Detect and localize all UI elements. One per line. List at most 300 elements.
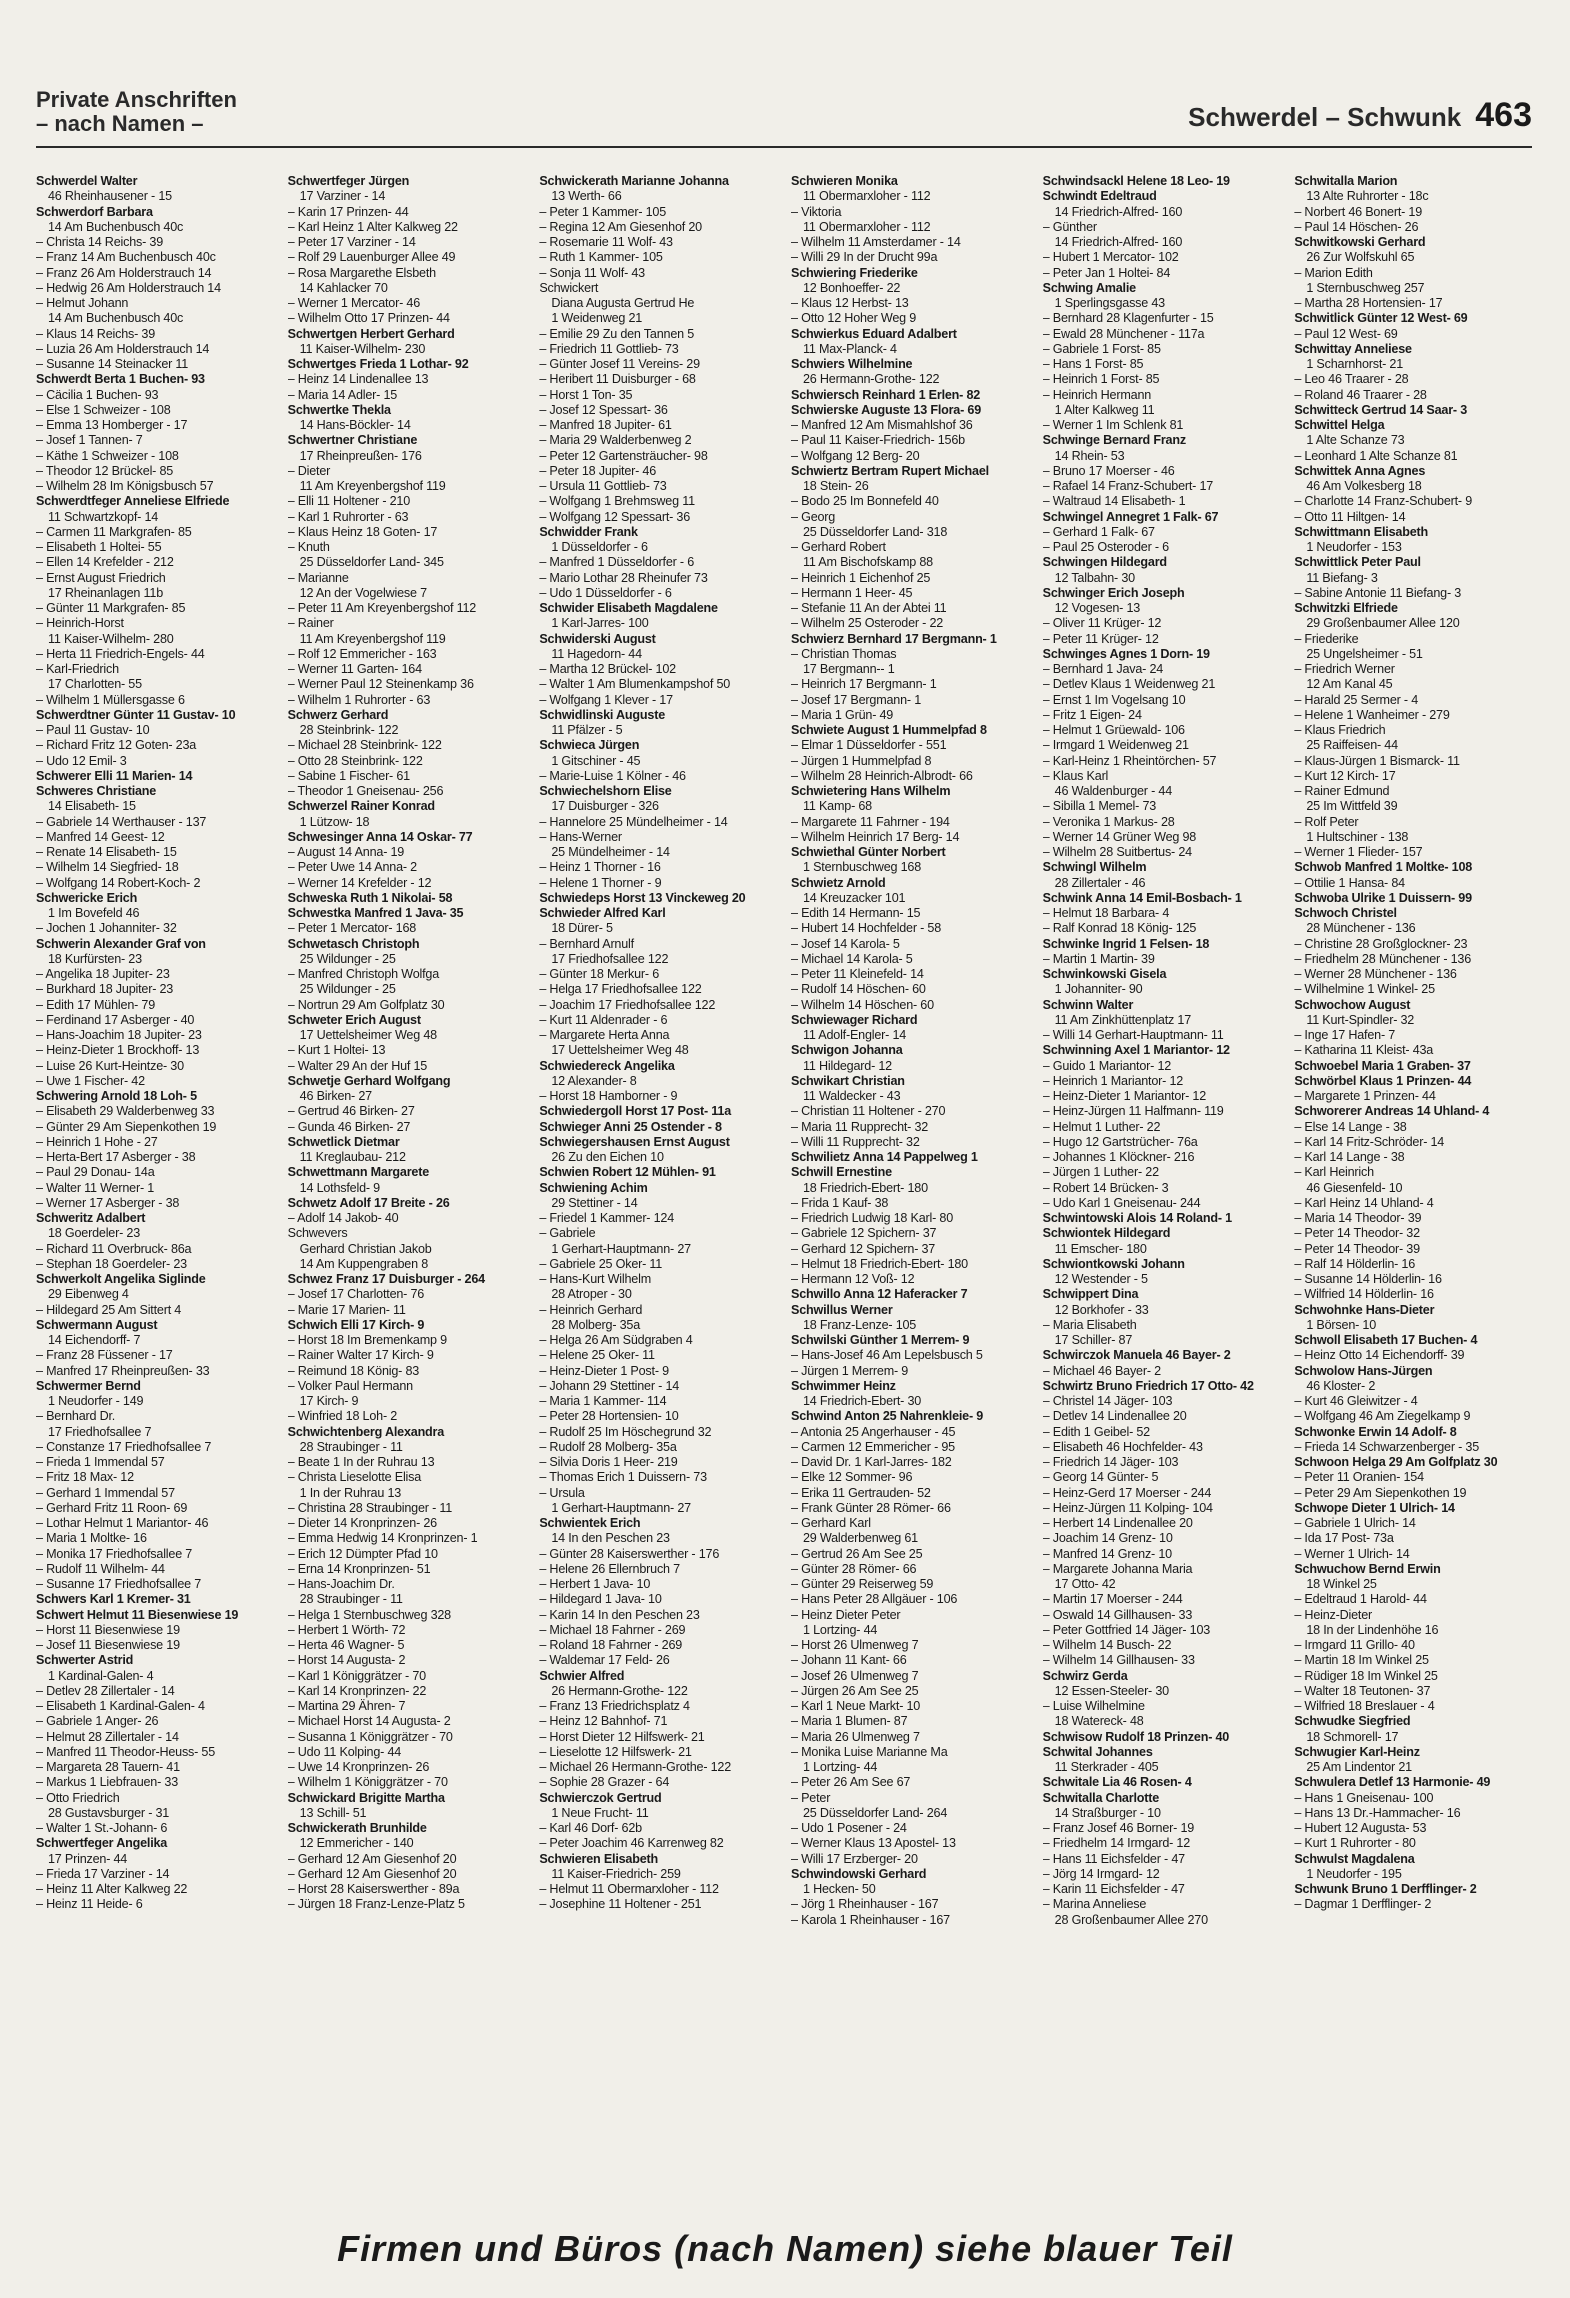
- listing-entry: – Franz Josef 46 Borner- 19: [1042, 1821, 1195, 1835]
- listing-entry: – Wolfgang 1 Klever - 17: [539, 692, 673, 707]
- listing-entry: 11 Kurt-Spindler- 32: [1306, 1012, 1415, 1027]
- listing-entry: – Wilhelm 14 Höschen- 60: [791, 997, 934, 1012]
- listing-entry: – Peter: [791, 1790, 831, 1805]
- listing-entry: Schwirczok Manuela 46 Bayer- 2: [1042, 1348, 1231, 1363]
- listing-entry: – Roland 46 Traarer - 28: [1294, 387, 1427, 402]
- listing-entry: Schwertgen Herbert Gerhard: [287, 326, 455, 341]
- listing-entry: Schwoch Christel: [1294, 906, 1397, 920]
- listing-entry: – Elisabeth 1 Holtei- 55: [36, 540, 162, 554]
- listing-entry: 1 Weidenweg 21: [551, 311, 643, 326]
- listing-entry: – Paul 11 Gustav- 10: [36, 723, 150, 737]
- listing-entry: – Hubert 14 Hochfelder - 58: [791, 921, 942, 936]
- listing-entry: Gerhard Christian Jakob: [299, 1241, 432, 1256]
- listing-entry: – Constanze 17 Friedhofsallee 7: [36, 1439, 212, 1454]
- listing-entry: – Werner 1 Ulrich- 14: [1294, 1546, 1410, 1561]
- listing-entry: – Heinz-Jürgen 11 Kolping- 104: [1042, 1500, 1213, 1515]
- listing-entry: – Detlev 28 Zillertaler - 14: [36, 1683, 175, 1698]
- listing-entry: – Jochen 1 Johanniter- 32: [36, 921, 177, 936]
- listing-entry: – Ernst 1 Im Vogelsang 10: [1042, 692, 1186, 707]
- listing-entry: – Katharina 11 Kleist- 43a: [1294, 1043, 1434, 1058]
- listing-entry: – Marion Edith: [1294, 265, 1373, 280]
- listing-entry: – Gunda 46 Birken- 27: [287, 1119, 411, 1134]
- listing-entry: – Hans-Josef 46 Am Lepelsbusch 5: [791, 1348, 983, 1363]
- listing-entry: – Maria 1 Grün- 49: [791, 707, 894, 722]
- listing-entry: – Burkhard 18 Jupiter- 23: [36, 982, 174, 997]
- listing-entry: 1 Neudorfer - 153: [1306, 540, 1402, 554]
- listing-entry: – Wilhelm 28 Im Königsbusch 57: [36, 479, 214, 493]
- listing-entry: 1 Gitschiner - 45: [551, 753, 641, 768]
- listing-entry: – Jürgen 1 Hummelpfad 8: [791, 753, 932, 768]
- listing-entry: 11 Am Bischofskamp 88: [803, 555, 933, 570]
- listing-entry: – Manfred 11 Theodor-Heuss- 55: [36, 1744, 216, 1759]
- listing-entry: Schwieca Jürgen: [539, 738, 640, 753]
- listing-entry: Diana Augusta Gertrud He: [551, 296, 695, 310]
- listing-entry: – Lothar Helmut 1 Mariantor- 46: [36, 1516, 209, 1530]
- listing-entry: – Manfred 14 Geest- 12: [36, 829, 165, 844]
- listing-entry: 25 Raiffeisen- 44: [1306, 738, 1398, 753]
- listing-entry: – Ottilie 1 Hansa- 84: [1294, 875, 1405, 890]
- listing-entry: – Else 1 Schweizer - 108: [36, 402, 171, 417]
- listing-entry: – Helmut 28 Zillertaler - 14: [36, 1729, 179, 1744]
- listing-entry: Schwill Ernestine: [791, 1165, 892, 1180]
- listing-entry: 11 Emscher- 180: [1054, 1241, 1147, 1256]
- listing-entry: – Helene 1 Wanheimer - 279: [1294, 707, 1450, 722]
- listing-entry: – Johannes 1 Klöckner- 216: [1042, 1150, 1195, 1164]
- listing-entry: – Karola 1 Rheinhauser - 167: [791, 1912, 950, 1927]
- listing-entry: – Rolf 29 Lauenburger Allee 49: [287, 250, 456, 265]
- listing-entry: 17 Rheinpreußen- 176: [299, 448, 422, 463]
- listing-entry: – Hans 1 Forst- 85: [1042, 357, 1144, 371]
- listing-entry: Schwieren Elisabeth: [539, 1851, 659, 1866]
- listing-entry: 26 Hermann-Grothe- 122: [551, 1683, 688, 1698]
- listing-entry: – Peter 14 Theodor- 32: [1294, 1226, 1420, 1241]
- listing-entry: 18 Watereck- 48: [1054, 1714, 1144, 1729]
- listing-entry: – Detlev Klaus 1 Weidenweg 21: [1042, 677, 1216, 692]
- listing-entry: – Charlotte 14 Franz-Schubert- 9: [1294, 494, 1473, 509]
- listing-entry: – Friedrich Ludwig 18 Karl- 80: [791, 1211, 953, 1225]
- listing-entry: Schwörbel Klaus 1 Prinzen- 44: [1294, 1073, 1472, 1088]
- listing-entry: – Wilhelm Otto 17 Prinzen- 44: [287, 311, 450, 326]
- listing-entry: – Gabriele 1 Forst- 85: [1042, 341, 1161, 356]
- listing-entry: – Klaus 14 Reichs- 39: [36, 326, 156, 341]
- listing-entry: 28 Molberg- 35a: [551, 1317, 641, 1332]
- listing-entry: Schwitale Lia 46 Rosen- 4: [1042, 1775, 1192, 1790]
- listing-entry: – Peter Gottfried 14 Jäger- 103: [1042, 1622, 1211, 1637]
- listing-entry: – Christian Thomas: [791, 646, 897, 661]
- listing-entry: – Friedrich 14 Jäger- 103: [1042, 1455, 1179, 1469]
- listing-entry: Schwoebel Maria 1 Graben- 37: [1294, 1058, 1471, 1073]
- listing-entry: 11 Sterkrader - 405: [1054, 1760, 1159, 1774]
- listing-entry: 1 Hultschiner - 138: [1306, 829, 1409, 844]
- listing-entry: Schwindt Edeltraud: [1042, 189, 1157, 204]
- listing-entry: – Guido 1 Mariantor- 12: [1042, 1058, 1172, 1073]
- listing-entry: – Dagmar 1 Derfflinger- 2: [1294, 1897, 1432, 1912]
- listing-entry: – Michael 46 Bayer- 2: [1042, 1363, 1161, 1378]
- listing-entry: 11 Max-Planck- 4: [803, 341, 897, 356]
- listing-entry: Schwinning Axel 1 Mariantor- 12: [1042, 1043, 1230, 1058]
- listing-entry: – Otto 12 Hoher Weg 9: [791, 311, 917, 326]
- listing-entry: – Karl 14 Lange - 38: [1294, 1150, 1405, 1164]
- listing-entry: Schwerkolt Angelika Siglinde: [36, 1272, 206, 1286]
- listing-entry: – Markus 1 Liebfrauen- 33: [36, 1775, 179, 1790]
- listing-entry: – Peter 12 Gartensträucher- 98: [539, 448, 708, 463]
- listing-entry: Schwickerath Brunhilde: [287, 1821, 427, 1835]
- listing-entry: Schwien Robert 12 Mühlen- 91: [539, 1165, 716, 1180]
- listing-entry: Schwerdorf Barbara: [36, 204, 153, 219]
- listing-entry: – Willi 17 Erzberger- 20: [791, 1851, 918, 1866]
- listing-entry: Schwericke Erich: [36, 890, 138, 905]
- listing-entry: – Horst 14 Augusta- 2: [287, 1653, 406, 1668]
- listing-entry: Schwob Manfred 1 Moltke- 108: [1294, 860, 1473, 875]
- listing-entry: – Peter 11 Am Kreyenbergshof 112: [287, 601, 477, 615]
- listing-entry: – Ursula 11 Gottlieb- 73: [539, 479, 667, 493]
- listing-entry: – Helga 1 Sternbuschweg 328: [287, 1607, 451, 1622]
- listing-entry: – Heinrich Hermann: [1042, 387, 1152, 402]
- listing-entry: – Karl 14 Kronprinzen- 22: [287, 1683, 427, 1698]
- listing-entry: 25 Im Wittfeld 39: [1306, 799, 1398, 814]
- listing-entry: – Helene 25 Oker- 11: [539, 1348, 655, 1363]
- listing-entry: 14 Hans-Böckler- 14: [299, 418, 411, 432]
- listing-entry: – Josef 26 Ulmenweg 7: [791, 1668, 919, 1683]
- listing-entry: Schwetasch Christoph: [287, 936, 420, 951]
- listing-entry: – Karl 1 Ruhrorter - 63: [287, 509, 409, 524]
- listing-entry: – Erich 12 Dümpter Pfad 10: [287, 1546, 438, 1561]
- listing-entry: 17 Duisburger - 326: [551, 799, 659, 814]
- listing-entry: – Wilhelm 14 Siegfried- 18: [36, 860, 179, 875]
- listing-entry: – Peter 29 Am Siepenkothen 19: [1294, 1485, 1467, 1500]
- listing-entry: – Jörg 1 Rheinhauser - 167: [791, 1897, 939, 1912]
- listing-entry: – Heinrich 1 Hohe - 27: [36, 1134, 158, 1149]
- listing-entry: Schwickert: [539, 280, 599, 295]
- name-range: Schwerdel – Schwunk: [1188, 102, 1462, 132]
- listing-entry: 11 Am Kreyenbergshof 119: [299, 479, 446, 493]
- listing-entry: – Heinz-Gerd 17 Moerser - 244: [1042, 1485, 1212, 1500]
- listing-entry: – Margareta 28 Tauern- 41: [36, 1760, 180, 1774]
- listing-entry: – Regina 12 Am Giesenhof 20: [539, 219, 702, 234]
- listing-entry: Schwuchow Bernd Erwin: [1294, 1561, 1441, 1576]
- listing-entry: Schwertke Thekla: [287, 402, 391, 417]
- listing-entry: Schwintowski Alois 14 Roland- 1: [1042, 1211, 1232, 1225]
- listing-entry: 11 Waldecker - 43: [803, 1089, 901, 1103]
- listing-entry: 14 Am Buchenbusch 40c: [48, 219, 184, 234]
- listing-entry: – Winfried 18 Loh- 2: [287, 1409, 398, 1424]
- listing-entry: – Luzia 26 Am Holderstrauch 14: [36, 341, 210, 356]
- listing-entry: 25 Mündelheimer - 14: [551, 845, 670, 859]
- listing-entry: – Wilhelm 1 Müllersgasse 6: [36, 692, 185, 707]
- listing-entry: Schwinger Erich Joseph: [1042, 585, 1185, 600]
- listing-entry: – Frank Günter 28 Römer- 66: [791, 1500, 951, 1515]
- listing-entry: Schwisow Rudolf 18 Prinzen- 40: [1042, 1729, 1230, 1744]
- listing-entry: – Hans-Werner: [539, 829, 622, 844]
- listing-entry: – Gerhard Karl: [791, 1516, 871, 1530]
- listing-entry: – Detlev 14 Lindenallee 20: [1042, 1409, 1187, 1424]
- listing-entry: – Elmar 1 Düsseldorfer - 551: [791, 738, 947, 753]
- listing-entry: 12 An der Vogelwiese 7: [299, 585, 427, 600]
- listing-entry: – Michael Horst 14 Augusta- 2: [287, 1714, 451, 1729]
- listing-entry: – Karl-Friedrich: [36, 662, 119, 676]
- listing-entry: – Frieda 14 Schwarzenberger - 35: [1294, 1439, 1480, 1454]
- listing-entry: – Inge 17 Hafen- 7: [1294, 1028, 1396, 1042]
- listing-entry: – Theodor 12 Brückel- 85: [36, 463, 174, 478]
- listing-entry: – Gabriele: [539, 1226, 596, 1241]
- listing-entry: – Monika Luise Marianne Ma: [791, 1744, 948, 1759]
- listing-entry: – Otto 28 Steinbrink- 122: [287, 753, 423, 768]
- listing-entry: – Ida 17 Post- 73a: [1294, 1531, 1394, 1546]
- listing-entry: – Bernhard Arnulf: [539, 936, 634, 951]
- listing-entry: – Manfred 1 Düsseldorfer - 6: [539, 555, 695, 570]
- listing-entry: Schwers Karl 1 Kremer- 31: [36, 1592, 191, 1607]
- listing-entry: – Wilhelm 1 Ruhrorter - 63: [287, 692, 431, 707]
- listing-entry: Schweska Ruth 1 Nikolai- 58: [287, 890, 453, 905]
- listing-entry: – Udo 12 Emil- 3: [36, 753, 127, 768]
- listing-entry: – Werner 1 Im Schlenk 81: [1042, 418, 1184, 432]
- listing-entry: – Günter 29 Am Siepenkothen 19: [36, 1119, 217, 1134]
- listing-entry: 46 Rheinhausener - 15: [48, 189, 172, 204]
- listing-entry: – Sibilla 1 Memel- 73: [1042, 799, 1157, 814]
- listing-entry: Schwilski Günther 1 Merrem- 9: [791, 1333, 970, 1347]
- listing-entry: – Maria 1 Moltke- 16: [36, 1531, 147, 1546]
- listing-entry: 1 Scharnhorst- 21: [1306, 357, 1404, 371]
- listing-entry: Schwierz Bernhard 17 Bergmann- 1: [791, 631, 997, 646]
- listing-entry: 29 Stettiner - 14: [551, 1195, 638, 1210]
- listing-entry: 12 Westender - 5: [1054, 1272, 1148, 1286]
- listing-entry: – Antonia 25 Angerhauser - 45: [791, 1424, 956, 1439]
- listing-entry: – Hermann 1 Heer- 45: [791, 585, 913, 600]
- listing-entry: – Michael 14 Karola- 5: [791, 951, 913, 966]
- listing-entry: – Michael 28 Steinbrink- 122: [287, 738, 442, 753]
- listing-entry: 1 Sternbuschweg 168: [803, 860, 922, 875]
- listing-entry: – Otto 11 Hiltgen- 14: [1294, 509, 1406, 524]
- listing-entry: 18 Franz-Lenze- 105: [803, 1317, 917, 1332]
- listing-entry: – Marina Anneliese: [1042, 1897, 1147, 1912]
- listing-entry: 11 Kamp- 68: [803, 799, 872, 814]
- listing-entry: Schwillus Werner: [791, 1302, 893, 1317]
- listing-entry: 26 Hermann-Grothe- 122: [803, 372, 940, 387]
- listing-entry: 46 Giesenfeld- 10: [1306, 1180, 1403, 1195]
- listing-entry: – Peter 11 Kleinefeld- 14: [791, 967, 924, 981]
- listing-entry: – Fritz 18 Max- 12: [36, 1470, 134, 1485]
- listing-entry: 46 Am Volkesberg 18: [1306, 479, 1422, 493]
- listing-entry: – Marie 17 Marien- 11: [287, 1302, 406, 1317]
- listing-entry: Schwitteck Gertrud 14 Saar- 3: [1294, 402, 1468, 417]
- listing-entry: 1 In der Ruhrau 13: [299, 1485, 402, 1500]
- listing-entry: Schwert Helmut 11 Biesenwiese 19: [36, 1607, 239, 1622]
- listing-entry: – Michael 18 Fahrner - 269: [539, 1622, 686, 1637]
- listing-entry: – Herbert 14 Lindenallee 20: [1042, 1516, 1193, 1530]
- listing-entry: 18 Goerdeler- 23: [48, 1226, 141, 1241]
- listing-entry: – Gabriele 14 Werthauser - 137: [36, 814, 207, 829]
- listing-entry: – Herta 11 Friedrich-Engels- 44: [36, 646, 205, 661]
- listing-entry: – Helene 26 Ellernbruch 7: [539, 1561, 680, 1576]
- listing-entry: – Gerhard 12 Am Giesenhof 20: [287, 1851, 457, 1866]
- listing-entry: – Werner 1 Flieder- 157: [1294, 845, 1423, 859]
- listing-entry: – Peter 1 Mercator- 168: [287, 921, 417, 936]
- listing-entry: 14 Kahlacker 70: [299, 280, 388, 295]
- listing-entry: – Adolf 14 Jakob- 40: [287, 1211, 399, 1225]
- listing-entry: – Paul 12 West- 69: [1294, 326, 1398, 341]
- listing-entry: – Christina 28 Straubinger - 11: [287, 1500, 453, 1515]
- listing-entry: – Rolf 12 Emmericher - 163: [287, 646, 437, 661]
- listing-entry: – Friedel 1 Kammer- 124: [539, 1211, 675, 1225]
- listing-entry: – Paul 25 Osteroder - 6: [1042, 540, 1169, 554]
- listing-entry: – Richard 11 Overbruck- 86a: [36, 1241, 192, 1256]
- listing-entry: Schwittel Helga: [1294, 418, 1385, 432]
- listing-entry: Schwerdel Walter: [36, 174, 138, 188]
- listing-entry: 17 Charlotten- 55: [48, 677, 142, 692]
- listing-entry: – Erna 14 Kronprinzen- 51: [287, 1561, 431, 1576]
- listing-entry: – Walter 1 Am Blumenkampshof 50: [539, 677, 731, 692]
- listing-entry: Schwink Anna 14 Emil-Bosbach- 1: [1042, 890, 1242, 905]
- listing-entry: – Jörg 14 Irmgard- 12: [1042, 1866, 1160, 1881]
- listing-entry: Schwierske Auguste 13 Flora- 69: [791, 402, 982, 417]
- listing-entry: 1 Hecken- 50: [803, 1882, 876, 1896]
- listing-entry: – Helmut 18 Barbara- 4: [1042, 906, 1170, 920]
- listing-entry: Schwittay Anneliese: [1294, 341, 1412, 356]
- listing-entry: – Emilie 29 Zu den Tannen 5: [539, 326, 695, 341]
- listing-entry: – Ferdinand 17 Asberger - 40: [36, 1012, 195, 1027]
- listing-entry: – Wolfgang 12 Berg- 20: [791, 448, 920, 463]
- listing-entry: – Rainer Edmund: [1294, 784, 1390, 798]
- listing-entry: – Gerhard Fritz 11 Roon- 69: [36, 1500, 188, 1515]
- listing-entry: 11 Obermarxloher - 112: [803, 219, 931, 234]
- listing-entry: – Karl 1 Königgrätzer - 70: [287, 1668, 426, 1683]
- listing-entry: – Hans-Joachim Dr.: [287, 1577, 395, 1591]
- listing-entry: 12 Essen-Steeler- 30: [1054, 1683, 1169, 1698]
- listing-entry: 11 Kaiser-Friedrich- 259: [551, 1866, 681, 1881]
- listing-entry: – Manfred 18 Jupiter- 61: [539, 418, 672, 432]
- listing-entry: Schwirz Gerda: [1042, 1668, 1128, 1683]
- listing-entry: – Edeltraud 1 Harold- 44: [1294, 1592, 1427, 1607]
- listing-entry: – Lieselotte 12 Hilfswerk- 21: [539, 1744, 692, 1759]
- listing-entry: – Emma Hedwig 14 Kronprinzen- 1: [287, 1531, 478, 1546]
- listing-entry: – Martin 18 Im Winkel 25: [1294, 1653, 1429, 1668]
- listing-entry: 18 Kurfürsten- 23: [48, 951, 142, 966]
- listing-entry: – Heinrich 1 Forst- 85: [1042, 372, 1160, 387]
- listing-entry: – Fritz 1 Eigen- 24: [1042, 707, 1142, 722]
- listing-entry: – Friederike: [1294, 631, 1359, 646]
- listing-entry: – Werner 1 Mercator- 46: [287, 296, 421, 310]
- listing-entry: Schwulera Detlef 13 Harmonie- 49: [1294, 1775, 1491, 1790]
- listing-entry: Schwimmer Heinz: [791, 1378, 896, 1393]
- listing-entry: – Heinz-Dieter 1 Mariantor- 12: [1042, 1089, 1207, 1103]
- listing-entry: – Ernst August Friedrich: [36, 570, 166, 585]
- listing-entry: – Georg 14 Günter- 5: [1042, 1470, 1159, 1485]
- listing-entry: 17 Prinzen- 44: [48, 1851, 128, 1866]
- listing-entry: 18 Winkel 25: [1306, 1577, 1377, 1591]
- listing-entry: – Klaus Friedrich: [1294, 723, 1386, 737]
- listing-entry: – Wilfried 18 Breslauer - 4: [1294, 1699, 1435, 1713]
- listing-entry: Schwickard Brigitte Martha: [287, 1790, 445, 1805]
- listing-entry: – Jürgen 26 Am See 25: [791, 1683, 919, 1698]
- listing-entry: – Heinz 12 Bahnhof- 71: [539, 1714, 668, 1729]
- listing-entry: – Friedhelm 28 Münchener - 136: [1294, 951, 1472, 966]
- listing-entry: – Josef 14 Karola- 5: [791, 936, 900, 951]
- listing-entry: – Heinz-Dieter 1 Brockhoff- 13: [36, 1043, 200, 1058]
- listing-entry: 1 Im Bovefeld 46: [48, 906, 140, 920]
- listing-entry: – Robert 14 Brücken- 3: [1042, 1180, 1169, 1195]
- listing-entry: – Josef 12 Spessart- 36: [539, 402, 668, 417]
- listing-entry: – Wilhelm 28 Heinrich-Albrodt- 66: [791, 768, 973, 783]
- listing-entry: – Friedrich 11 Gottlieb- 73: [539, 341, 679, 356]
- listing-entry: – Helmut 18 Friedrich-Ebert- 180: [791, 1256, 968, 1271]
- listing-entry: – Gerhard Robert: [791, 540, 886, 554]
- listing-entry: 1 Karl-Jarres- 100: [551, 616, 649, 631]
- listing-entry: Schwind Anton 25 Nahrenkleie- 9: [791, 1409, 984, 1424]
- listing-entry: – Käthe 1 Schweizer - 108: [36, 448, 179, 463]
- listing-entry: 1 Düsseldorfer - 6: [551, 540, 648, 554]
- listing-entry: – Heinz 11 Alter Kalkweg 22: [36, 1882, 188, 1896]
- listing-entry: – Johann 29 Stettiner - 14: [539, 1378, 680, 1393]
- listing-entry: 18 In der Lindenhöhe 16: [1306, 1622, 1439, 1637]
- listing-entry: – Günter 18 Merkur- 6: [539, 967, 660, 981]
- listing-column-6: [1294, 174, 1536, 2114]
- listing-entry: Schwieger Anni 25 Ostender - 8: [539, 1119, 722, 1134]
- listing-entry: 46 Waldenburger - 44: [1054, 784, 1173, 798]
- listing-entry: – Paul 11 Kaiser-Friedrich- 156b: [791, 433, 965, 448]
- listing-entry: – Heinrich 17 Bergmann- 1: [791, 677, 937, 692]
- listing-entry: – Maria 14 Adler- 15: [287, 387, 398, 402]
- listing-entry: Schwierczok Gertrud: [539, 1790, 662, 1805]
- listing-entry: 17 Uettelsheimer Weg 48: [299, 1028, 437, 1042]
- listing-entry: – Edith 17 Mühlen- 79: [36, 997, 156, 1012]
- listing-entry: – Waltraud 14 Elisabeth- 1: [1042, 494, 1186, 509]
- listing-entry: 12 Vogesen- 13: [1054, 601, 1141, 615]
- listing-entry: – Wolfgang 12 Spessart- 36: [539, 509, 691, 524]
- listing-entry: Schwinn Walter: [1042, 997, 1134, 1012]
- listing-entry: – Hugo 12 Gartstrücher- 76a: [1042, 1134, 1198, 1149]
- listing-entry: 11 Schwartzkopf- 14: [48, 509, 159, 524]
- listing-entry: – Helga 26 Am Südgraben 4: [539, 1333, 693, 1347]
- listing-entry: 25 Ungelsheimer - 51: [1306, 646, 1423, 661]
- listing-entry: – Frida 1 Kauf- 38: [791, 1195, 889, 1210]
- listing-entry: Schwingel Annegret 1 Falk- 67: [1042, 509, 1219, 524]
- listing-entry: – Josef 17 Bergmann- 1: [791, 692, 922, 707]
- listing-entry: – Oswald 14 Gillhausen- 33: [1042, 1607, 1193, 1622]
- listing-column-2: [288, 174, 530, 2114]
- listing-entry: – Walter 29 An der Huf 15: [287, 1058, 428, 1073]
- listing-entry: Schweritz Adalbert: [36, 1211, 146, 1225]
- listing-entry: 1 Gerhart-Hauptmann- 27: [551, 1500, 691, 1515]
- listing-entry: – Maria 1 Kammer- 114: [539, 1394, 667, 1408]
- listing-entry: 14 Am Kuppengraben 8: [299, 1256, 428, 1271]
- listing-entry: – Rafael 14 Franz-Schubert- 17: [1042, 479, 1214, 493]
- listing-entry: – Wilhelm 14 Gillhausen- 33: [1042, 1653, 1195, 1668]
- listing-entry: – Klaus Heinz 18 Goten- 17: [287, 524, 438, 539]
- listing-entry: – Rosa Margarethe Elsbeth: [287, 265, 436, 280]
- listing-entry: – Gertrud 46 Birken- 27: [287, 1104, 415, 1119]
- listing-entry: Schwiontkowski Johann: [1042, 1256, 1185, 1271]
- listing-entry: Schweres Christiane: [36, 784, 157, 798]
- listing-entry: – Karl 14 Fritz-Schröder- 14: [1294, 1134, 1445, 1149]
- listing-entry: – Gabriele 1 Anger- 26: [36, 1714, 159, 1729]
- listing-entry: – Karl Heinrich: [1294, 1165, 1374, 1180]
- listing-entry: – Willi 11 Rupprecht- 32: [791, 1134, 920, 1149]
- listing-entry: – Gabriele 1 Ulrich- 14: [1294, 1516, 1416, 1530]
- listing-entry: 14 Friedrich-Alfred- 160: [1054, 204, 1183, 219]
- listing-entry: 1 Sternbuschweg 257: [1306, 280, 1425, 295]
- listing-columns: [36, 174, 1536, 2114]
- listing-entry: – Hans-Kurt Wilhelm: [539, 1272, 651, 1286]
- listing-entry: – Günther: [1042, 219, 1097, 234]
- listing-entry: Schworerer Andreas 14 Uhland- 4: [1294, 1104, 1490, 1119]
- listing-entry: 18 Schmorell- 17: [1306, 1729, 1399, 1744]
- listing-entry: – Karl-Heinz 1 Rheintörchen- 57: [1042, 753, 1217, 768]
- listing-entry: Schwider Elisabeth Magdalene: [539, 601, 718, 615]
- listing-entry: – Heinz Dieter Peter: [791, 1607, 901, 1622]
- listing-entry: Schwidder Frank: [539, 524, 638, 539]
- listing-entry: – Peter 14 Theodor- 39: [1294, 1241, 1420, 1256]
- listing-entry: – Jürgen 1 Luther- 22: [1042, 1165, 1159, 1180]
